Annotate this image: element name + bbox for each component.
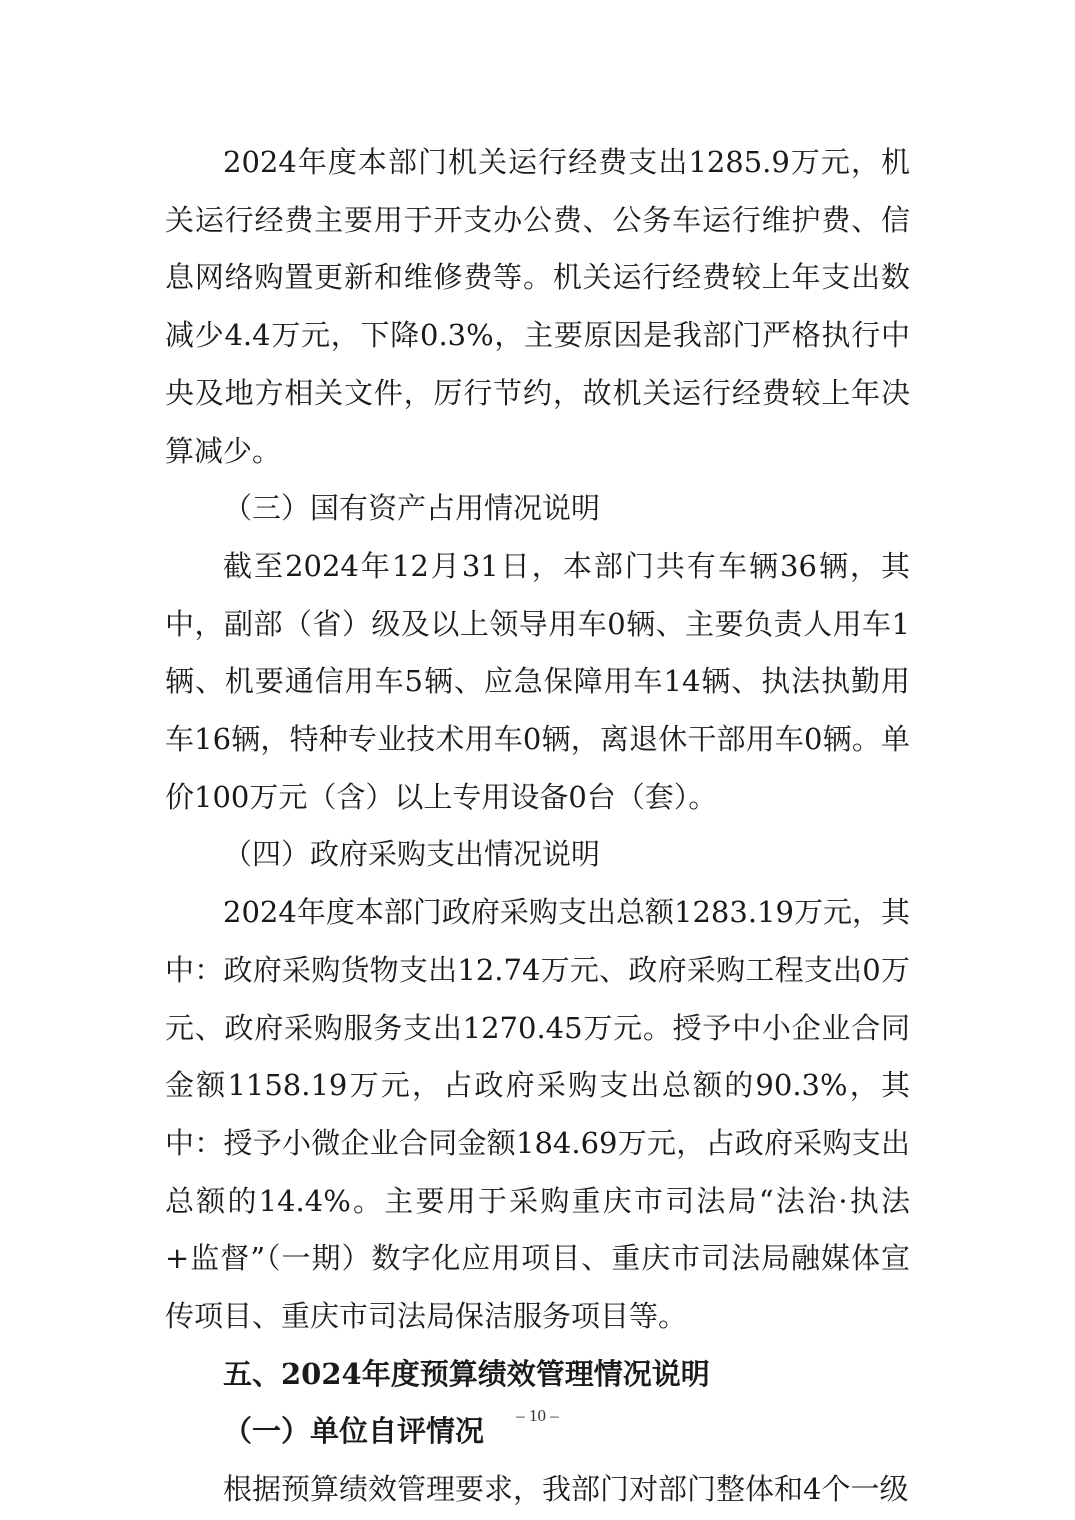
paragraph-vehicles-assets: 截至2024年12月31日，本部门共有车辆36辆，其中，副部（省）级及以上领导用车0辆、主要负责人用车1辆、机要通信用车5辆、应急保障用车14辆、执法执勤用车16辆，特种专业技术用车0辆，离退休干部用车0辆。单价100万元（含）以上专用设备0台（套）。 [165,548,910,814]
paragraph-operating-expenses: 2024年度本部门机关运行经费支出1285.9万元，机关运行经费主要用于开支办公费、公务车运行维护费、信息网络购置更新和维修费等。机关运行经费较上年支出数减少4.4万元，下降0.3%，主要原因是我部门严格执行中央及地方相关文件，厉行节约，故机关运行经费较上年决算减少。 [165,145,910,468]
document-body [165,134,910,1519]
page-number: – 10 – [516,1406,559,1425]
section-heading-procurement: （四）政府采购支出情况说明 [223,837,601,872]
paragraph-procurement-expenses: 2024年度本部门政府采购支出总额1283.19万元，其中：政府采购货物支出12.74万元、政府采购工程支出0万元、政府采购服务支出1270.45万元。授予中小企业合同金额1158.19万元，占政府采购支出总额的90.3%，其中：授予小微企业合同金额184.69万元，占政府采购支出总额的14.4%。主要用于采购重庆市司法局“法治·执法+监督”（一期）数字化应用项目、重庆市司法局融媒体宣传项目、重庆市司法局保洁服务项目等。 [165,895,910,1334]
section-heading-state-assets: （三）国有资产占用情况说明 [223,491,601,526]
section-heading-self-evaluation: （一）单位自评情况 [223,1414,485,1449]
paragraph-self-evaluation: 根据预算绩效管理要求，我部门对部门整体和4个一级 [223,1472,909,1507]
chapter-heading-performance: 五、2024年度预算绩效管理情况说明 [223,1356,710,1391]
